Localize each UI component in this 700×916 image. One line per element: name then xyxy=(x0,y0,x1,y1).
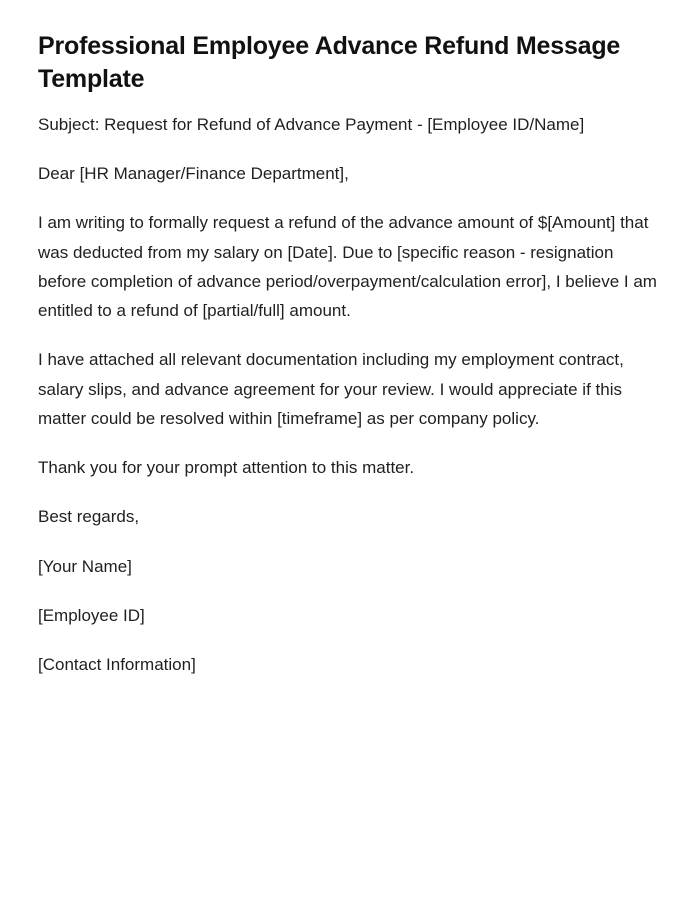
sign-off: Best regards, xyxy=(38,507,140,527)
signature-employee-id: [Employee ID] xyxy=(38,605,145,625)
body-paragraph-2: I have attached all relevant documentation including my employment contract, salary slips, and advance agreement for your review. I would appreciate if this matter could be resolved within [timeframe] as per company policy. xyxy=(38,350,624,428)
subject-line: Subject: Request for Refund of Advance Payment - [Employee ID/Name] xyxy=(38,115,585,134)
closing-thanks: Thank you for your prompt attention to this matter. xyxy=(38,458,415,478)
salutation: Dear [HR Manager/Finance Department], xyxy=(38,164,349,184)
signature-name: [Your Name] xyxy=(38,556,132,576)
body-paragraph-1: I am writing to formally request a refund of the advance amount of $[Amount] that was deducted from my salary on [Date]. Due to [specific reason - resignation before completion of advance period/overpayment/calculation error], I believe I am entitled to a refund of [partial/full] amount. xyxy=(38,213,657,321)
page-title: Professional Employee Advance Refund Message Template xyxy=(38,32,621,93)
signature-contact: [Contact Information] xyxy=(38,655,196,675)
